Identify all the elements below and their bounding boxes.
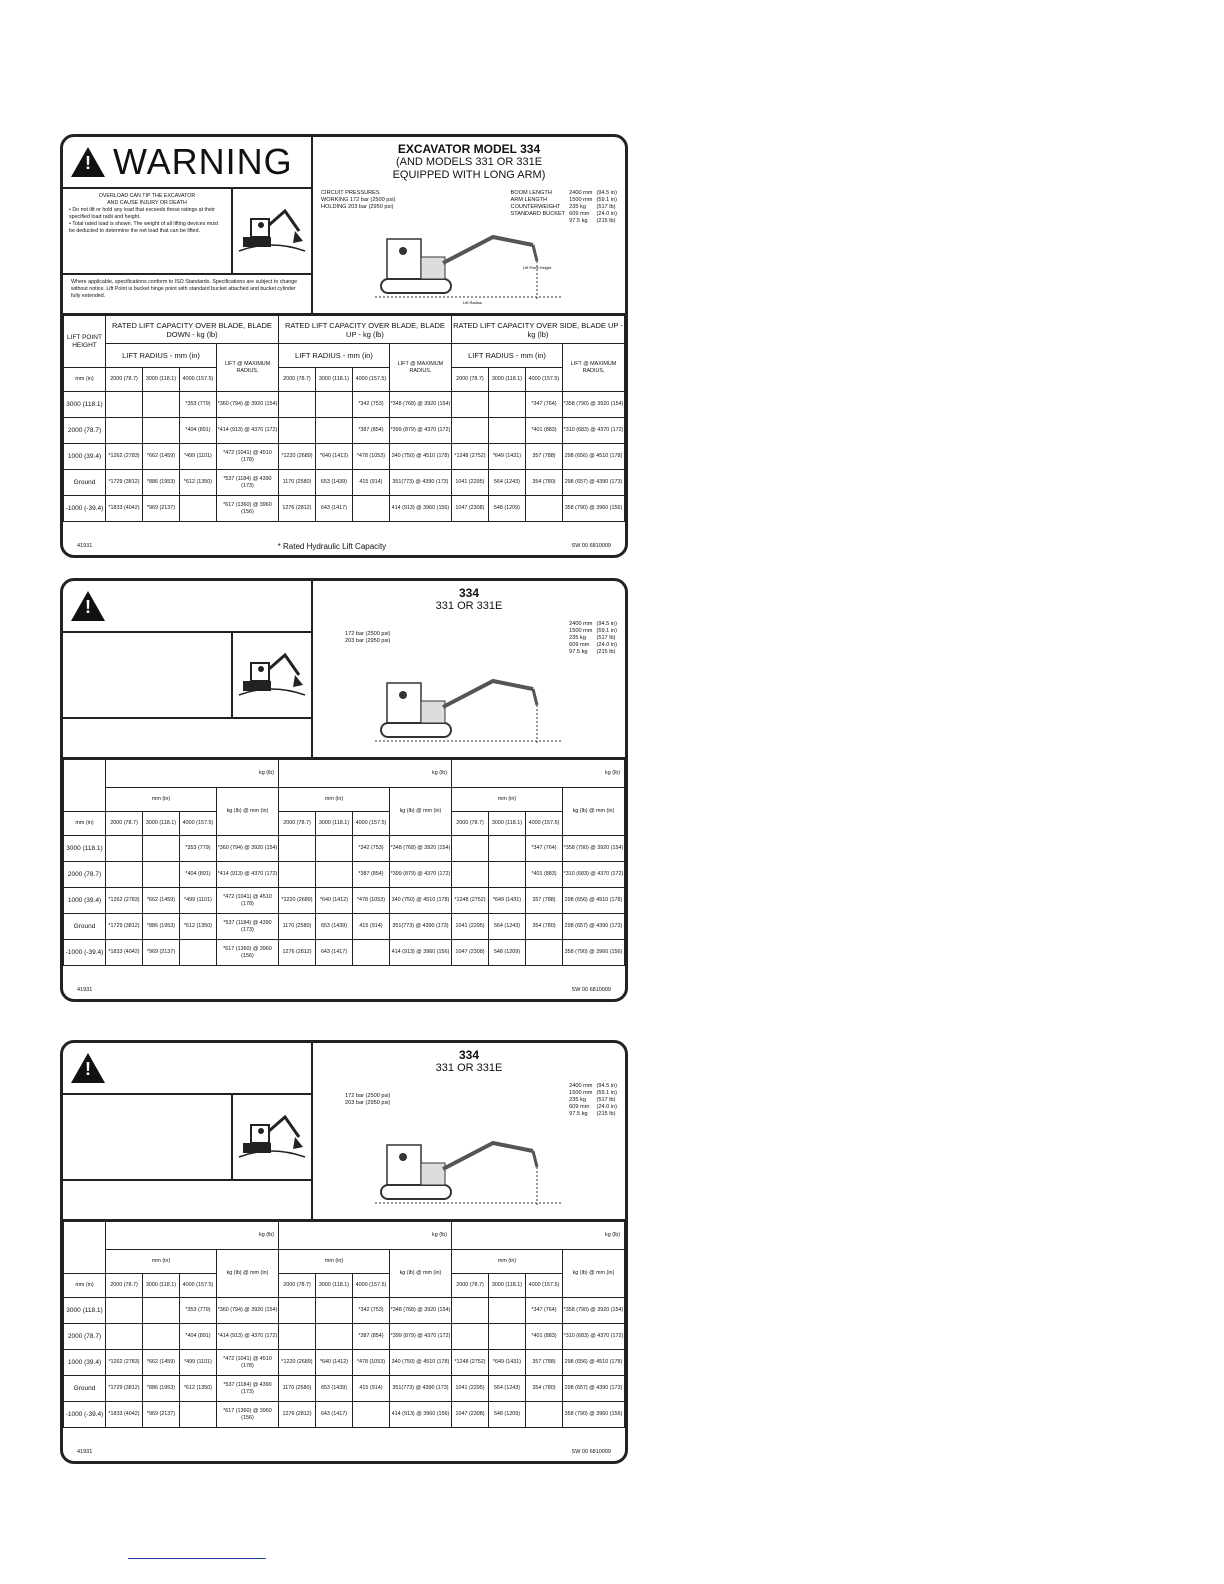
capacity-cell: *969 (2137) [142,940,179,966]
capacity-cell: 298 (656) @ 4510 (178) [562,888,624,914]
capacity-cell: *1833 (4042) [106,1402,143,1428]
capacity-cell: *640 (1412) [315,444,352,470]
capacity-cell: *478 (1053) [352,888,389,914]
capacity-cell: 414 (913) @ 3960 (156) [389,496,451,522]
capacity-cell: 643 (1417) [315,496,352,522]
capacity-cell: *360 (794) @ 3920 (154) [216,1298,278,1324]
capacity-cell: 298 (656) @ 4510 (178) [562,1350,624,1376]
capacity-cell: 1276 (2812) [279,940,316,966]
capacity-cell [525,496,562,522]
capacity-cell: *360 (794) @ 3920 (154) [216,836,278,862]
holding-pressure: HOLDING 203 bar (2950 psi) [321,204,394,210]
capacity-cell: 351(773) @ 4390 (173) [389,1376,451,1402]
capacity-cell: *649 (1431) [488,888,525,914]
table-body [64,836,625,966]
capacity-cell [106,1298,143,1324]
capacity-cell: *499 (1101) [179,1350,216,1376]
capacity-cell: *612 (1350) [179,914,216,940]
capacity-cell [106,836,143,862]
capacity-cell: *348 (768) @ 3920 (154) [389,1298,451,1324]
capacity-cell [452,862,489,888]
capacity-cell [451,418,488,444]
warning-triangle-icon: ! [71,1053,105,1083]
row-height-label: 1000 (39.4) [64,1350,106,1376]
capacity-cell: 414 (913) @ 3960 (156) [389,1402,451,1428]
capacity-cell: *472 (1041) @ 4510 (178) [216,888,278,914]
capacity-cell: 564 (1243) [488,470,525,496]
capacity-cell: *310 (683) @ 4370 (172) [563,418,625,444]
capacity-cell [352,496,389,522]
capacity-cell: 415 (914) [352,914,389,940]
capacity-cell: 358 (790) @ 3960 (156) [563,496,625,522]
capacity-cell: *886 (1953) [142,1376,179,1402]
circuit-title: CIRCUIT PRESSURES [321,190,380,196]
warning-header [63,137,311,189]
capacity-cell: *353 (779) [179,392,216,418]
row-height-label: 3000 (118.1) [64,836,106,862]
capacity-cell: 653 (1439) [315,914,352,940]
row-height-label: 1000 (39.4) [64,444,106,470]
capacity-cell: 564 (1243) [488,1376,525,1402]
capacity-cell [142,1324,179,1350]
capacity-cell: *310 (683) @ 4370 (172) [562,1324,624,1350]
table-row [64,1324,625,1350]
warning-word: WARNING [113,141,293,182]
capacity-cell: *1262 (2783) [106,444,143,470]
table-row [64,940,625,966]
capacity-cell: *617 (1360) @ 3960 (156) [216,1402,278,1428]
capacity-cell: 548 (1209) [488,1402,525,1428]
capacity-cell: 354 (780) [525,1376,562,1402]
capacity-cell [279,1298,316,1324]
capacity-cell: *472 (1041) @ 4510 (178) [216,1350,278,1376]
overload-title-2: AND CAUSE INJURY OR DEATH [107,200,187,206]
bullet-2: • Total rated load is shown. The weight of all lifting devices must be deducted to determine the net load that can be lifted. [69,221,219,234]
capacity-cell: 340 (750) @ 4510 (178) [389,444,451,470]
model-short-2: 331 OR 331E [435,600,503,612]
capacity-cell [106,392,143,418]
table-row [64,1402,625,1428]
sw-number: SW 00 6810009 [571,543,611,549]
capacity-cell [315,418,352,444]
capacity-cell: *612 (1350) [179,470,216,496]
capacity-cell: *537 (1184) @ 4390 (173) [216,1376,278,1402]
capacity-cell: *401 (883) [525,862,562,888]
footnote: * Rated Hydraulic Lift Capacity [277,541,387,551]
capacity-cell: 357 (788) [525,444,562,470]
capacity-cell: *537 (1184) @ 4390 (173) [216,470,278,496]
capacity-cell [106,1324,143,1350]
model-line-3: EQUIPPED WITH LONG ARM) [392,169,546,181]
capacity-cell [488,836,525,862]
capacity-cell: 298 (656) @ 4510 (178) [563,444,625,470]
capacity-cell [142,1298,179,1324]
row-height-label: 3000 (118.1) [64,392,106,418]
capacity-cell: *342 (753) [352,836,389,862]
capacity-cell: *640 (1412) [315,1350,352,1376]
capacity-cell [488,392,525,418]
lift-capacity-table: LIFT POINT HEIGHT RATED LIFT CAPACITY OVER BLADE, BLADE DOWN - kg (lb) RATED LIFT CAPACITY OVER BLADE, BLADE UP - kg (lb) RATED LIFT CAPACITY OVER SIDE, BLADE UP - kg (lb) LIFT RADIUS - mm (in) LIFT @ MAXIMUM RADIUS, LIFT RADIUS - mm (in) LIFT @ MAXIMUM RADIUS, LIFT RADIUS - mm (in) LIFT @ MAXIMUM RADIUS, mm (in) 2000 (78.7) 3000 (118.1) 4000 (157.5) 2000 (78.7) 3000 (118.1) 4000 (157.5) 2000 (78.7) 3000 (118.1) 4000 (157.5) 3000 (118.1) *353 (779) *360 (794) @ 3920 (154) *342 (753) *348 (768) @ 3920 (154) *347 (764) *358 (790) @ 3920 (154) 2000 (78.7) *404 (891) *414 (913) @ 4370 (172) *387 (854) *399 (879) @ 4370 (172) *401 (883) *310 (683) @ 4370 (172) 1000 (39.4) *1262 (2783) *662 (1459) *499 (1101) *472 (1041) @ 4510 (178) *1220 (2689) *640 (1412) *478 (1053) 340 (750) @ 4510 (178) *1248 (2752) *649 (1431) 357 (788) 298 (656) @ 4510 (178) Ground *1729 (3812) *886 (1953) *612 (1350) *537 (1184) @ 4390 (173) 1170 (2580) 653 (1439) 415 (914) 351(773) @ 4390 (173) 1041 (2295) 564 (1243) 354 (780) 298 (657) @ 4390 (173) -1000 (-39.4) *1833 (4042) *969 (2137) *617 (1360) @ 3960 (156) 1276 (2812) 643 (1417) 414 (913) @ 3960 (156) 1047 (2308) 548 (1209) 358 (790) @ 3960 (156) [63,315,625,522]
capacity-cell [315,1298,352,1324]
tipping-excavator-icon [231,1095,311,1179]
excavator-diagram-icon [373,217,573,305]
row-height-label: 2000 (78.7) [64,862,106,888]
working-pressure: WORKING 172 bar (2500 psi) [321,197,396,203]
capacity-cell: *353 (779) [179,836,216,862]
capacity-cell: 1047 (2308) [451,496,488,522]
capacity-cell: *1833 (4042) [106,496,143,522]
capacity-cell: 653 (1439) [315,470,352,496]
lift-point-height-header: LIFT POINT HEIGHT [64,316,106,368]
capacity-cell [142,862,179,888]
row-height-label: 2000 (78.7) [64,418,106,444]
table-row [64,1298,625,1324]
capacity-cell: 298 (657) @ 4390 (173) [562,914,624,940]
capacity-cell: *499 (1101) [179,888,216,914]
capacity-cell: *886 (1953) [142,914,179,940]
capacity-cell: *617 (1360) @ 3960 (156) [216,940,278,966]
capacity-cell: *401 (883) [525,418,562,444]
capacity-cell: *499 (1101) [179,444,216,470]
capacity-cell: *1729 (3812) [106,470,143,496]
capacity-cell: *649 (1431) [488,444,525,470]
capacity-cell: *886 (1953) [142,470,179,496]
table-row [64,862,625,888]
table-row [64,496,625,522]
capacity-cell: *348 (768) @ 3920 (154) [389,836,451,862]
row-height-label: -1000 (-39.4) [64,496,106,522]
capacity-cell: 1041 (2295) [452,1376,489,1402]
capacity-cell [279,862,316,888]
model-line-2: (AND MODELS 331 OR 331E [395,156,543,168]
capacity-cell: *342 (753) [352,392,389,418]
capacity-cell: 354 (780) [525,914,562,940]
notes-text: Where applicable, specifications conform to ISO Standards. Specifications are subject to change without notice. Lift Point is bucket hinge point with standard bucket attached and bucket cylinder fully extended. [71,279,298,299]
model-short-1: 334 [458,586,480,600]
capacity-cell: *1248 (2752) [451,444,488,470]
warning-triangle-icon: ! [71,591,105,621]
capacity-cell: *414 (913) @ 4370 (172) [216,862,278,888]
capacity-cell: *360 (794) @ 3920 (154) [216,392,278,418]
capacity-cell: *1220 (2689) [278,444,315,470]
capacity-cell: 1047 (2308) [452,940,489,966]
capacity-cell [488,862,525,888]
capacity-cell [279,1324,316,1350]
capacity-cell [525,940,562,966]
capacity-cell [278,418,315,444]
warning-triangle-icon: ! [71,147,105,177]
capacity-cell [142,418,179,444]
capacity-cell: *472 (1041) @ 4510 (178) [216,444,278,470]
capacity-cell: *478 (1053) [352,444,389,470]
capacity-cell: *358 (790) @ 3920 (154) [562,1298,624,1324]
table-row [64,1376,625,1402]
row-height-label: 2000 (78.7) [64,1324,106,1350]
capacity-cell: *1248 (2752) [452,1350,489,1376]
capacity-cell: *414 (913) @ 4370 (172) [216,418,278,444]
capacity-cell: *662 (1459) [142,1350,179,1376]
table-body [64,1298,625,1428]
row-height-label: 3000 (118.1) [64,1298,106,1324]
capacity-cell: *348 (768) @ 3920 (154) [389,392,451,418]
capacity-cell [142,836,179,862]
capacity-cell: *353 (779) [179,1298,216,1324]
capacity-cell: *310 (683) @ 4370 (172) [562,862,624,888]
warning-decal-english [60,134,628,558]
overload-title-1: OVERLOAD CAN TIP THE EXCAVATOR [98,193,196,199]
capacity-cell: 298 (657) @ 4390 (173) [563,470,625,496]
capacity-cell: *617 (1360) @ 3960 (156) [216,496,278,522]
capacity-cell: *399 (879) @ 4370 (172) [389,1324,451,1350]
capacity-cell: 1170 (2580) [278,470,315,496]
capacity-cell: *404 (891) [179,862,216,888]
capacity-cell: 548 (1209) [488,940,525,966]
capacity-cell: *358 (790) @ 3920 (154) [562,836,624,862]
capacity-cell: *399 (879) @ 4370 (172) [389,862,451,888]
capacity-cell [488,1298,525,1324]
capacity-cell [352,940,389,966]
capacity-cell [315,392,352,418]
capacity-cell [488,1324,525,1350]
capacity-cell: *404 (891) [179,418,216,444]
capacity-cell: 1041 (2295) [451,470,488,496]
table-row [64,914,625,940]
table-row [64,888,625,914]
capacity-cell: 564 (1243) [488,914,525,940]
capacity-cell: *1262 (2783) [106,1350,143,1376]
capacity-cell: 351(773) @ 4390 (173) [389,470,451,496]
capacity-cell [278,392,315,418]
capacity-cell: *662 (1459) [142,444,179,470]
capacity-cell: 340 (750) @ 4510 (178) [389,1350,451,1376]
capacity-cell: *347 (764) [525,392,562,418]
capacity-cell [451,392,488,418]
capacity-cell [279,836,316,862]
capacity-cell: *404 (891) [179,1324,216,1350]
capacity-cell [525,1402,562,1428]
capacity-cell: *401 (883) [525,1324,562,1350]
table-row [64,470,625,496]
capacity-cell: 1041 (2295) [452,914,489,940]
capacity-cell: 415 (914) [352,470,389,496]
row-height-label: Ground [64,470,106,496]
capacity-cell: *969 (2137) [142,1402,179,1428]
capacity-cell: 1276 (2812) [279,1402,316,1428]
capacity-cell: 653 (1439) [315,1376,352,1402]
capacity-cell: *1729 (3812) [106,914,143,940]
row-height-label: Ground [64,914,106,940]
capacity-cell: *1220 (2689) [279,1350,316,1376]
capacity-cell: *537 (1184) @ 4390 (173) [216,914,278,940]
table-row [64,1350,625,1376]
capacity-cell: *342 (753) [352,1298,389,1324]
capacity-cell: 340 (750) @ 4510 (178) [389,888,451,914]
capacity-cell: *399 (879) @ 4370 (172) [389,418,451,444]
capacity-cell: 351(773) @ 4390 (173) [389,914,451,940]
capacity-cell: 643 (1417) [315,940,352,966]
capacity-cell [315,1324,352,1350]
capacity-cell: *387 (854) [352,1324,389,1350]
table-row [64,392,625,418]
part-number: 41931 [77,543,93,549]
capacity-cell [106,418,143,444]
bullet-1: • Do not lift or hold any load that exceeds these ratings at their specified load radii and height. [69,207,215,220]
warning-decal-blank-2: ! 334 331 OR 331E 172 bar (2500 psi) 203 bar (2950 psi) 2400 mm (94.5 in) 1500 mm (59.1 in) 235 kg (517 lb) 609 mm (24.0 in) 97.5 kg (215 lb) kg (lb) kg (lb) kg (lb) mm (in) kg (lb) @ mm (in) mm (in) kg (lb) @ mm (in) mm (in) kg (lb) @ mm (in) mm (in) 2000 (78.7) 3000 (118.1) 4000 (157.5) 2000 (78.7) 3000 (118.1) 4000 (157.5) 2000 (78.7) 3000 (118.1) 4000 (157.5) 3000 (118.1) *353 (779) *360 (794) @ 3920 (154) *342 (753) *348 (768) @ 3920 (154) *347 (764) *358 (790) @ 3920 (154) 2000 (78.7) *404 (891) *414 (913) @ 4370 (172) *387 (854) *399 (879) @ 4370 (172) *401 (883) *310 (683) @ 4370 (172) 1000 (39.4) *1262 (2783) *662 (1459) *499 (1101) *472 (1041) @ 4510 (178) *1220 (2689) *640 (1412) *478 (1053) 340 (750) @ 4510 (178) *1248 (2752) *649 (1431) 357 (788) 298 (656) @ 4510 (178) Ground *1729 (3812) *886 (1953) *612 (1350) *537 (1184) @ 4390 (173) 1170 (2580) 653 (1439) 415 (914) 351(773) @ 4390 (173) 1041 (2295) 564 (1243) 354 (780) 298 (657) @ 4390 (173) -1000 (-39.4) *1833 (4042) *969 (2137) *617 (1360) @ 3960 (156) 1276 (2812) 643 (1417) 414 (913) @ 3960 (156) 1047 (2308) 548 (1209) 358 (790) @ 3960 (156) 41931 SW 00 6810009 [60,1040,628,1464]
capacity-cell [452,836,489,862]
capacity-cell: *612 (1350) [179,1376,216,1402]
tipping-excavator-icon [231,189,311,273]
capacity-cell [179,940,216,966]
row-height-label: Ground [64,1376,106,1402]
capacity-cell: *414 (913) @ 4370 (172) [216,1324,278,1350]
capacity-cell: *649 (1431) [488,1350,525,1376]
table-row [64,418,625,444]
capacity-cell: *1248 (2752) [452,888,489,914]
capacity-cell [142,392,179,418]
capacity-cell: 358 (790) @ 3960 (156) [562,940,624,966]
capacity-cell: *1220 (2689) [279,888,316,914]
capacity-cell [452,1298,489,1324]
table-row [64,444,625,470]
model-line-1: EXCAVATOR MODEL 334 [397,142,541,156]
capacity-cell: 357 (788) [525,1350,562,1376]
lift-radius-label: Lift Radius [463,300,482,305]
capacity-cell: 548 (1209) [488,496,525,522]
warning-decal-blank-1: ! 334 331 OR 331E 172 bar (2500 psi) 203 bar (2950 psi) 2400 mm (94.5 in) 1500 mm (59.1 in) 235 kg (517 lb) 609 mm (24.0 in) 97.5 kg (215 lb) kg (lb) kg (lb) kg (lb) mm (in) kg (lb) @ mm (in) mm (in) kg (lb) @ mm (in) mm (in) kg (lb) @ mm (in) mm (in) 2000 (78.7) 3000 (118.1) 4000 (157.5) 2000 (78.7) 3000 (118.1) 4000 (157.5) 2000 (78.7) 3000 (118.1) 4000 (157.5) 3000 (118.1) *353 (779) *360 (794) @ 3920 (154) *342 (753) *348 (768) @ 3920 (154) *347 (764) *358 (790) @ 3920 (154) 2000 (78.7) *404 (891) *414 (913) @ 4370 (172) *387 (854) *399 (879) @ 4370 (172) *401 (883) *310 (683) @ 4370 (172) 1000 (39.4) *1262 (2783) *662 (1459) *499 (1101) *472 (1041) @ 4510 (178) *1220 (2689) *640 (1412) *478 (1053) 340 (750) @ 4510 (178) *1248 (2752) *649 (1431) 357 (788) 298 (656) @ 4510 (178) Ground *1729 (3812) *886 (1953) *612 (1350) *537 (1184) @ 4390 (173) 1170 (2580) 653 (1439) 415 (914) 351(773) @ 4390 (173) 1041 (2295) 564 (1243) 354 (780) 298 (657) @ 4390 (173) -1000 (-39.4) *1833 (4042) *969 (2137) *617 (1360) @ 3960 (156) 1276 (2812) 643 (1417) 414 (913) @ 3960 (156) 1047 (2308) 548 (1209) 358 (790) @ 3960 (156) 41931 SW 00 6810009 [60,578,628,1002]
capacity-cell [179,496,216,522]
footnote-separator [128,1558,266,1559]
capacity-cell: *640 (1412) [315,888,352,914]
capacity-cell: 354 (780) [525,470,562,496]
capacity-cell: *662 (1459) [142,888,179,914]
row-height-label: 1000 (39.4) [64,888,106,914]
capacity-cell [179,1402,216,1428]
capacity-cell [315,862,352,888]
capacity-cell: *387 (854) [352,862,389,888]
capacity-cell: 1047 (2308) [452,1402,489,1428]
spec-table: BOOM LENGTH 2400 mm (94.5 in) ARM LENGTH 1500 mm (59.1 in) COUNTERWEIGHT 235 kg (517 lb) STANDARD BUCKET 609 mm (24.0 in) 97.5 kg (215 lb) [510,190,617,224]
capacity-cell: *478 (1053) [352,1350,389,1376]
capacity-cell: *1729 (3812) [106,1376,143,1402]
capacity-cell: 358 (790) @ 3960 (156) [562,1402,624,1428]
capacity-cell: *347 (764) [525,836,562,862]
capacity-cell: *387 (854) [352,418,389,444]
capacity-cell: *358 (790) @ 3920 (154) [563,392,625,418]
table-row [64,836,625,862]
capacity-cell: 1170 (2580) [279,1376,316,1402]
capacity-cell: 1170 (2580) [279,914,316,940]
lift-capacity-table: kg (lb) kg (lb) kg (lb) mm (in) kg (lb) @ mm (in) mm (in) kg (lb) @ mm (in) mm (in) kg (lb) @ mm (in) mm (in) 2000 (78.7) 3000 (118.1) 4000 (157.5) 2000 (78.7) 3000 (118.1) 4000 (157.5) 2000 (78.7) 3000 (118.1) 4000 (157.5) 3000 (118.1) *353 (779) *360 (794) @ 3920 (154) *342 (753) *348 (768) @ 3920 (154) *347 (764) *358 (790) @ 3920 (154) 2000 (78.7) *404 (891) *414 (913) @ 4370 (172) *387 (854) *399 (879) @ 4370 (172) *401 (883) *310 (683) @ 4370 (172) 1000 (39.4) *1262 (2783) *662 (1459) *499 (1101) *472 (1041) @ 4510 (178) *1220 (2689) *640 (1412) *478 (1053) 340 (750) @ 4510 (178) *1248 (2752) *649 (1431) 357 (788) 298 (656) @ 4510 (178) Ground *1729 (3812) *886 (1953) *612 (1350) *537 (1184) @ 4390 (173) 1170 (2580) 653 (1439) 415 (914) 351(773) @ 4390 (173) 1041 (2295) 564 (1243) 354 (780) 298 (657) @ 4390 (173) -1000 (-39.4) *1833 (4042) *969 (2137) *617 (1360) @ 3960 (156) 1276 (2812) 643 (1417) 414 (913) @ 3960 (156) 1047 (2308) 548 (1209) 358 (790) @ 3960 (156) [63,759,625,966]
table-body [64,392,625,522]
capacity-cell [488,418,525,444]
capacity-cell [452,1324,489,1350]
capacity-cell: 643 (1417) [315,1402,352,1428]
capacity-cell: 1276 (2812) [278,496,315,522]
capacity-cell: *969 (2137) [142,496,179,522]
capacity-cell: *347 (764) [525,1298,562,1324]
capacity-cell [315,836,352,862]
row-height-label: -1000 (-39.4) [64,1402,106,1428]
capacity-cell: *1833 (4042) [106,940,143,966]
lift-point-height-label: Lift Point Height [523,265,552,270]
capacity-cell [352,1402,389,1428]
capacity-cell: 298 (657) @ 4390 (173) [562,1376,624,1402]
capacity-cell [106,862,143,888]
capacity-cell: 414 (913) @ 3960 (156) [389,940,451,966]
excavator-diagram-icon [373,661,573,749]
capacity-cell: *1262 (2783) [106,888,143,914]
capacity-cell: 415 (914) [352,1376,389,1402]
excavator-diagram-icon [373,1123,573,1211]
lift-capacity-table: kg (lb) kg (lb) kg (lb) mm (in) kg (lb) @ mm (in) mm (in) kg (lb) @ mm (in) mm (in) kg (lb) @ mm (in) mm (in) 2000 (78.7) 3000 (118.1) 4000 (157.5) 2000 (78.7) 3000 (118.1) 4000 (157.5) 2000 (78.7) 3000 (118.1) 4000 (157.5) 3000 (118.1) *353 (779) *360 (794) @ 3920 (154) *342 (753) *348 (768) @ 3920 (154) *347 (764) *358 (790) @ 3920 (154) 2000 (78.7) *404 (891) *414 (913) @ 4370 (172) *387 (854) *399 (879) @ 4370 (172) *401 (883) *310 (683) @ 4370 (172) 1000 (39.4) *1262 (2783) *662 (1459) *499 (1101) *472 (1041) @ 4510 (178) *1220 (2689) *640 (1412) *478 (1053) 340 (750) @ 4510 (178) *1248 (2752) *649 (1431) 357 (788) 298 (656) @ 4510 (178) Ground *1729 (3812) *886 (1953) *612 (1350) *537 (1184) @ 4390 (173) 1170 (2580) 653 (1439) 415 (914) 351(773) @ 4390 (173) 1041 (2295) 564 (1243) 354 (780) 298 (657) @ 4390 (173) -1000 (-39.4) *1833 (4042) *969 (2137) *617 (1360) @ 3960 (156) 1276 (2812) 643 (1417) 414 (913) @ 3960 (156) 1047 (2308) 548 (1209) 358 (790) @ 3960 (156) [63,1221,625,1428]
row-height-label: -1000 (-39.4) [64,940,106,966]
tipping-excavator-icon [231,633,311,717]
capacity-cell: 357 (788) [525,888,562,914]
